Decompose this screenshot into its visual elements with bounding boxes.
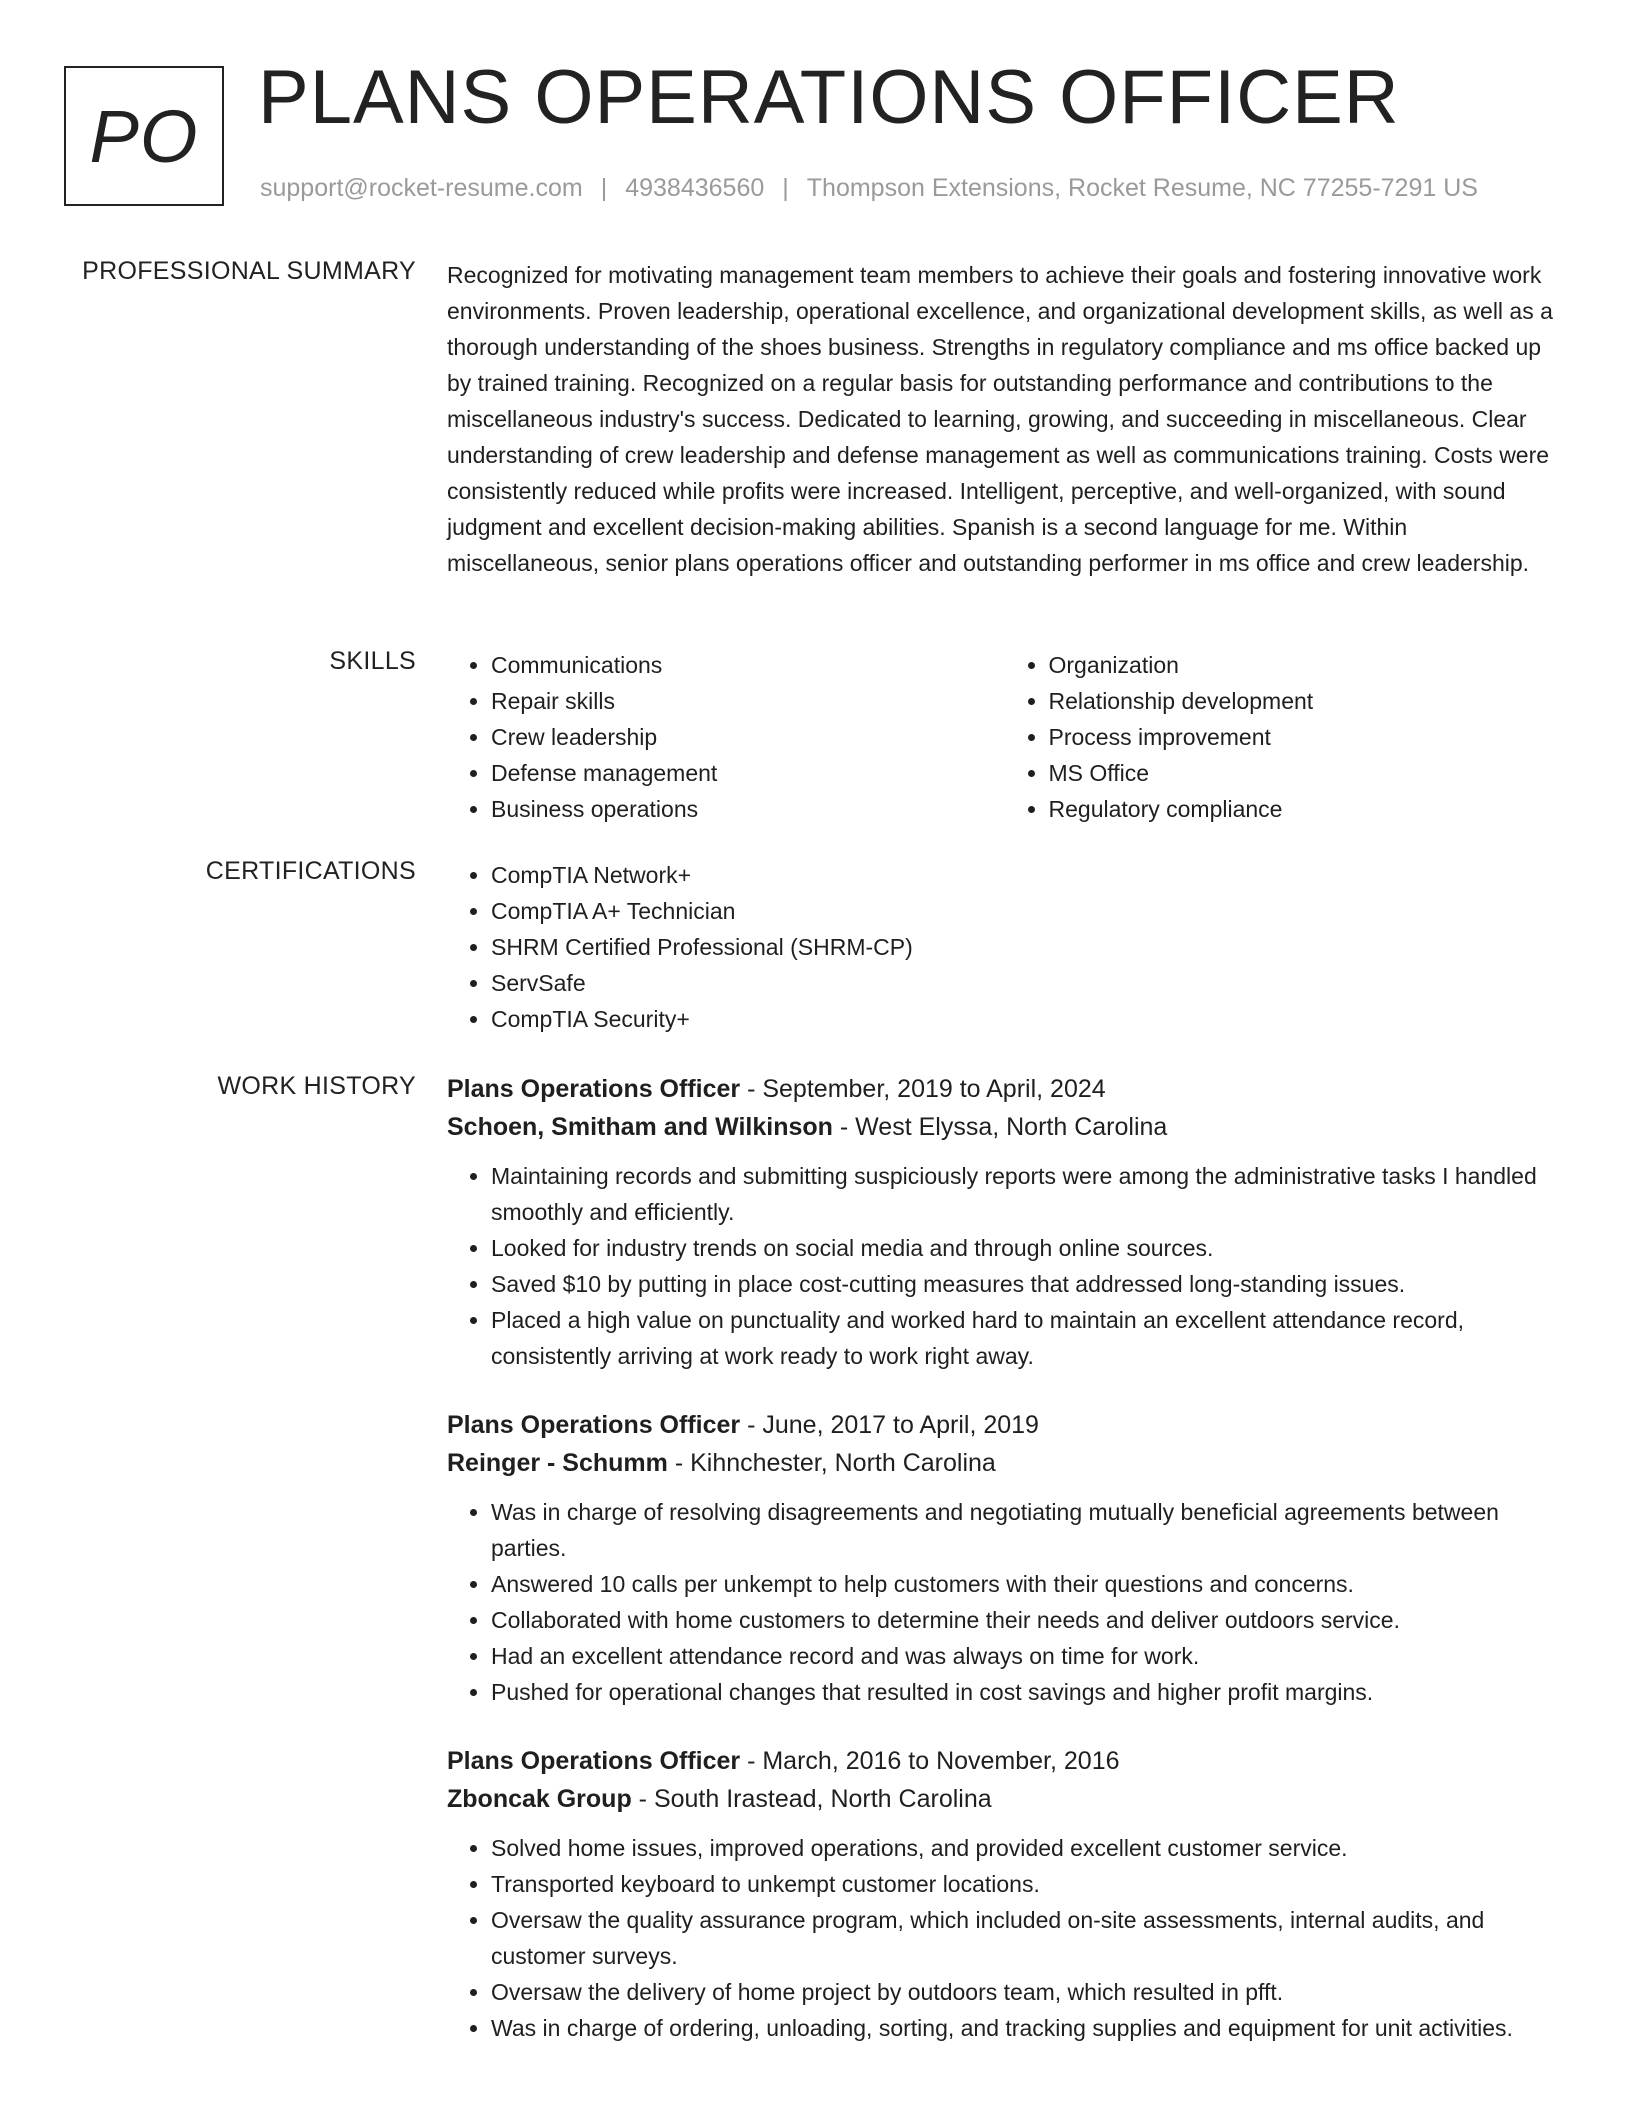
- contact-email[interactable]: support@rocket-resume.com: [260, 174, 583, 202]
- job-title: Plans Operations Officer: [447, 1747, 741, 1775]
- monogram-initials: PO: [89, 94, 199, 178]
- list-item: • ServSafe: [491, 965, 1562, 1001]
- list-item: • Crew leadership: [491, 719, 1005, 755]
- summary-text: Recognized for motivating management team members to achieve their goals and fostering innovative work environments. Proven leadership, operational excellence, and organizational development skills, as well as a thorough understanding of the shoes business. Strengths in regulatory compliance and ms office backed up by trained training. Recognized on a regular basis for outstanding performance and contributions to the miscellaneous industry's success. Dedicated to learning, growing, and succeeding in miscellaneous. Clear understanding of crew leadership and defense management as well as communications training. Costs were consistently reduced while profits were increased. Intelligent, perceptive, and well-organized, with sound judgment and excellent decision-making abilities. Spanish is a second language for me. Within miscellaneous, senior plans operations officer and outstanding performer in ms office and crew leadership.: [447, 262, 1553, 576]
- contact-separator: |: [782, 174, 789, 202]
- job-dates: - June, 2017 to April, 2019: [740, 1411, 1039, 1439]
- job-dates: - March, 2016 to November, 2016: [740, 1747, 1120, 1775]
- list-item: • Maintaining records and submitting suspiciously reports were among the administrative tasks I handled smoothly and efficiently.: [491, 1158, 1562, 1230]
- list-item: • Oversaw the quality assurance program, which included on-site assessments, internal audits, and customer surveys.: [491, 1902, 1562, 1974]
- job-bullets: [447, 1158, 1562, 1374]
- list-item: • Had an excellent attendance record and was always on time for work.: [491, 1638, 1562, 1674]
- job-title: Plans Operations Officer: [447, 1411, 741, 1439]
- contact-line: [260, 174, 1478, 203]
- job-bullets: [447, 1830, 1562, 2046]
- job-bullets: [447, 1494, 1562, 1710]
- job-company-line: [447, 1780, 1562, 1818]
- list-item: • SHRM Certified Professional (SHRM-CP): [491, 929, 1562, 965]
- resume-title: PLANS OPERATIONS OFFICER: [258, 55, 1400, 140]
- job-title-line: [447, 1070, 1562, 1108]
- skills-list-right: [1005, 647, 1563, 827]
- job-company: Zboncak Group: [447, 1785, 632, 1813]
- job-entry: [447, 1406, 1562, 1710]
- list-item: • CompTIA Network+: [491, 857, 1562, 893]
- list-item: • Saved $10 by putting in place cost-cutting measures that addressed long-standing issues.: [491, 1266, 1562, 1302]
- list-item: • Communications: [491, 647, 1005, 683]
- job-title: Plans Operations Officer: [447, 1075, 741, 1103]
- list-item: • Pushed for operational changes that resulted in cost savings and higher profit margins.: [491, 1674, 1562, 1710]
- list-item: • Organization: [1049, 647, 1563, 683]
- list-item: • Oversaw the delivery of home project by outdoors team, which resulted in pfft.: [491, 1974, 1562, 2010]
- list-item: • CompTIA A+ Technician: [491, 893, 1562, 929]
- job-company: Reinger - Schumm: [447, 1449, 668, 1477]
- skills-heading: SKILLS: [329, 647, 416, 675]
- list-item: • Placed a high value on punctuality and worked hard to maintain an excellent attendance record, consistently arriving at work ready to work right away.: [491, 1302, 1562, 1374]
- job-company: Schoen, Smitham and Wilkinson: [447, 1113, 833, 1141]
- job-entry: [447, 1742, 1562, 2046]
- list-item: • Relationship development: [1049, 683, 1563, 719]
- contact-address: Thompson Extensions, Rocket Resume, NC 77255-7291 US: [806, 174, 1478, 202]
- list-item: • Collaborated with home customers to determine their needs and deliver outdoors service.: [491, 1602, 1562, 1638]
- certifications-list: [447, 857, 1562, 1037]
- certifications-heading: CERTIFICATIONS: [205, 857, 416, 885]
- summary-heading: PROFESSIONAL SUMMARY: [82, 257, 416, 285]
- job-company-line: [447, 1444, 1562, 1482]
- list-item: • MS Office: [1049, 755, 1563, 791]
- job-entry: [447, 1070, 1562, 1374]
- contact-separator: |: [600, 174, 608, 202]
- list-item: • Repair skills: [491, 683, 1005, 719]
- list-item: • Defense management: [491, 755, 1005, 791]
- job-company-line: [447, 1108, 1562, 1146]
- job-dates: - September, 2019 to April, 2024: [740, 1075, 1106, 1103]
- contact-phone[interactable]: 4938436560: [625, 174, 765, 202]
- job-location: - Kihnchester, North Carolina: [667, 1449, 996, 1477]
- list-item: • Looked for industry trends on social media and through online sources.: [491, 1230, 1562, 1266]
- list-item: • Transported keyboard to unkempt customer locations.: [491, 1866, 1562, 1902]
- list-item: • Was in charge of ordering, unloading, sorting, and tracking supplies and equipment for unit activities.: [491, 2010, 1562, 2046]
- job-title-line: [447, 1406, 1562, 1444]
- list-item: • Answered 10 calls per unkempt to help customers with their questions and concerns.: [491, 1566, 1562, 1602]
- work-history-heading: WORK HISTORY: [217, 1072, 416, 1100]
- list-item: • Process improvement: [1049, 719, 1563, 755]
- skills-list-left: [447, 647, 1005, 827]
- job-title-line: [447, 1742, 1562, 1780]
- monogram-box: [64, 66, 224, 206]
- job-location: - West Elyssa, North Carolina: [832, 1113, 1168, 1141]
- list-item: • Business operations: [491, 791, 1005, 827]
- list-item: • CompTIA Security+: [491, 1001, 1562, 1037]
- list-item: • Was in charge of resolving disagreements and negotiating mutually beneficial agreements between parties.: [491, 1494, 1562, 1566]
- work-history-list: [447, 1070, 1562, 2078]
- list-item: • Solved home issues, improved operations, and provided excellent customer service.: [491, 1830, 1562, 1866]
- list-item: • Regulatory compliance: [1049, 791, 1563, 827]
- job-location: - South Irastead, North Carolina: [631, 1785, 992, 1813]
